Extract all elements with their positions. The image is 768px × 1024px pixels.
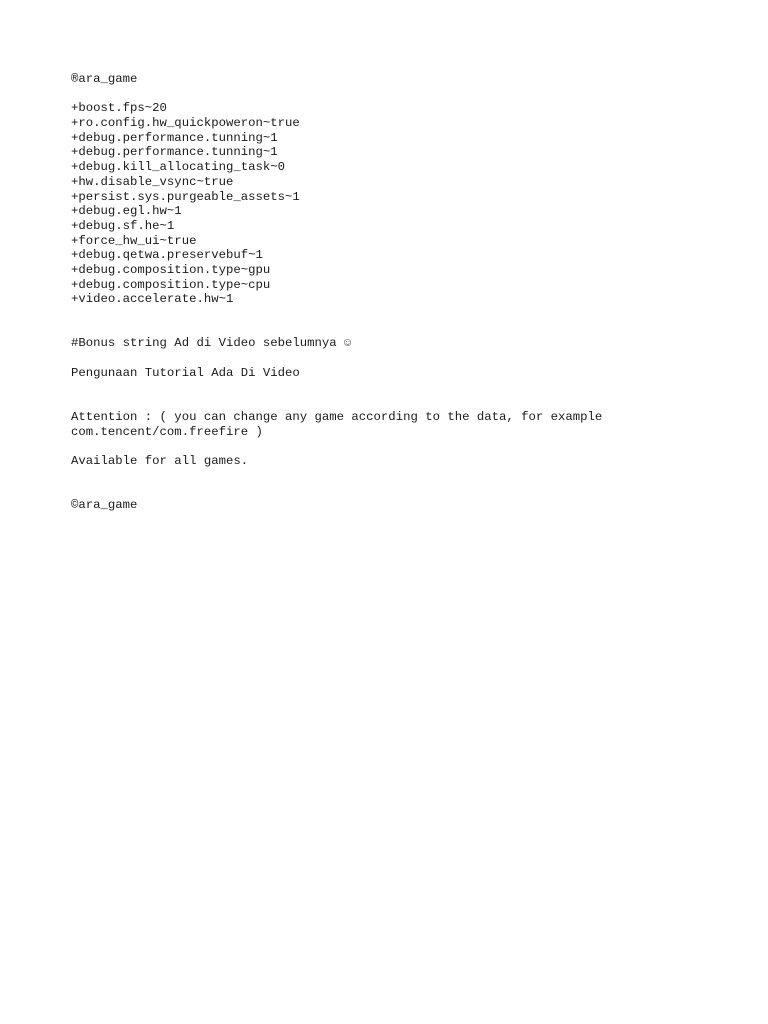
document-body xyxy=(71,72,691,513)
prop-line: +persist.sys.purgeable_assets~1 xyxy=(71,189,300,204)
prop-line: +debug.kill_allocating_task~0 xyxy=(71,160,286,175)
prop-line: +debug.egl.hw~1 xyxy=(71,204,182,219)
prop-line: +video.accelerate.hw~1 xyxy=(71,292,234,307)
tutorial-text: Pengunaan Tutorial Ada Di Video xyxy=(71,365,300,380)
spacer xyxy=(71,380,691,409)
prop-line: +debug.sf.he~1 xyxy=(71,218,175,233)
prop-line: +debug.composition.type~gpu xyxy=(71,262,271,277)
prop-line: +hw.disable_vsync~true xyxy=(71,174,234,189)
prop-line: +debug.performance.tunning~1 xyxy=(71,130,278,145)
attention-text-line-1: Attention : ( you can change any game according to the data, for example xyxy=(71,409,603,424)
spacer xyxy=(71,351,691,366)
prop-line: +ro.config.hw_quickpoweron~true xyxy=(71,116,300,131)
footer-text: ©ara_game xyxy=(71,497,138,512)
prop-line: +debug.qetwa.preservebuf~1 xyxy=(71,248,263,263)
prop-line: +force_hw_ui~true xyxy=(71,233,197,248)
prop-line: +boost.fps~20 xyxy=(71,101,167,116)
header-text: ®ara_game xyxy=(71,72,138,86)
props-list xyxy=(71,101,691,307)
spacer xyxy=(71,87,691,102)
bonus-text: #Bonus string Ad di Video sebelumnya ☺ xyxy=(71,336,352,351)
spacer xyxy=(71,469,691,498)
prop-line: +debug.composition.type~cpu xyxy=(71,277,271,292)
prop-line: +debug.performance.tunning~1 xyxy=(71,145,278,160)
attention-text-line-2: com.tencent/com.freefire ) xyxy=(71,424,263,439)
spacer xyxy=(71,439,691,454)
available-text: Available for all games. xyxy=(71,453,249,468)
spacer xyxy=(71,307,691,336)
